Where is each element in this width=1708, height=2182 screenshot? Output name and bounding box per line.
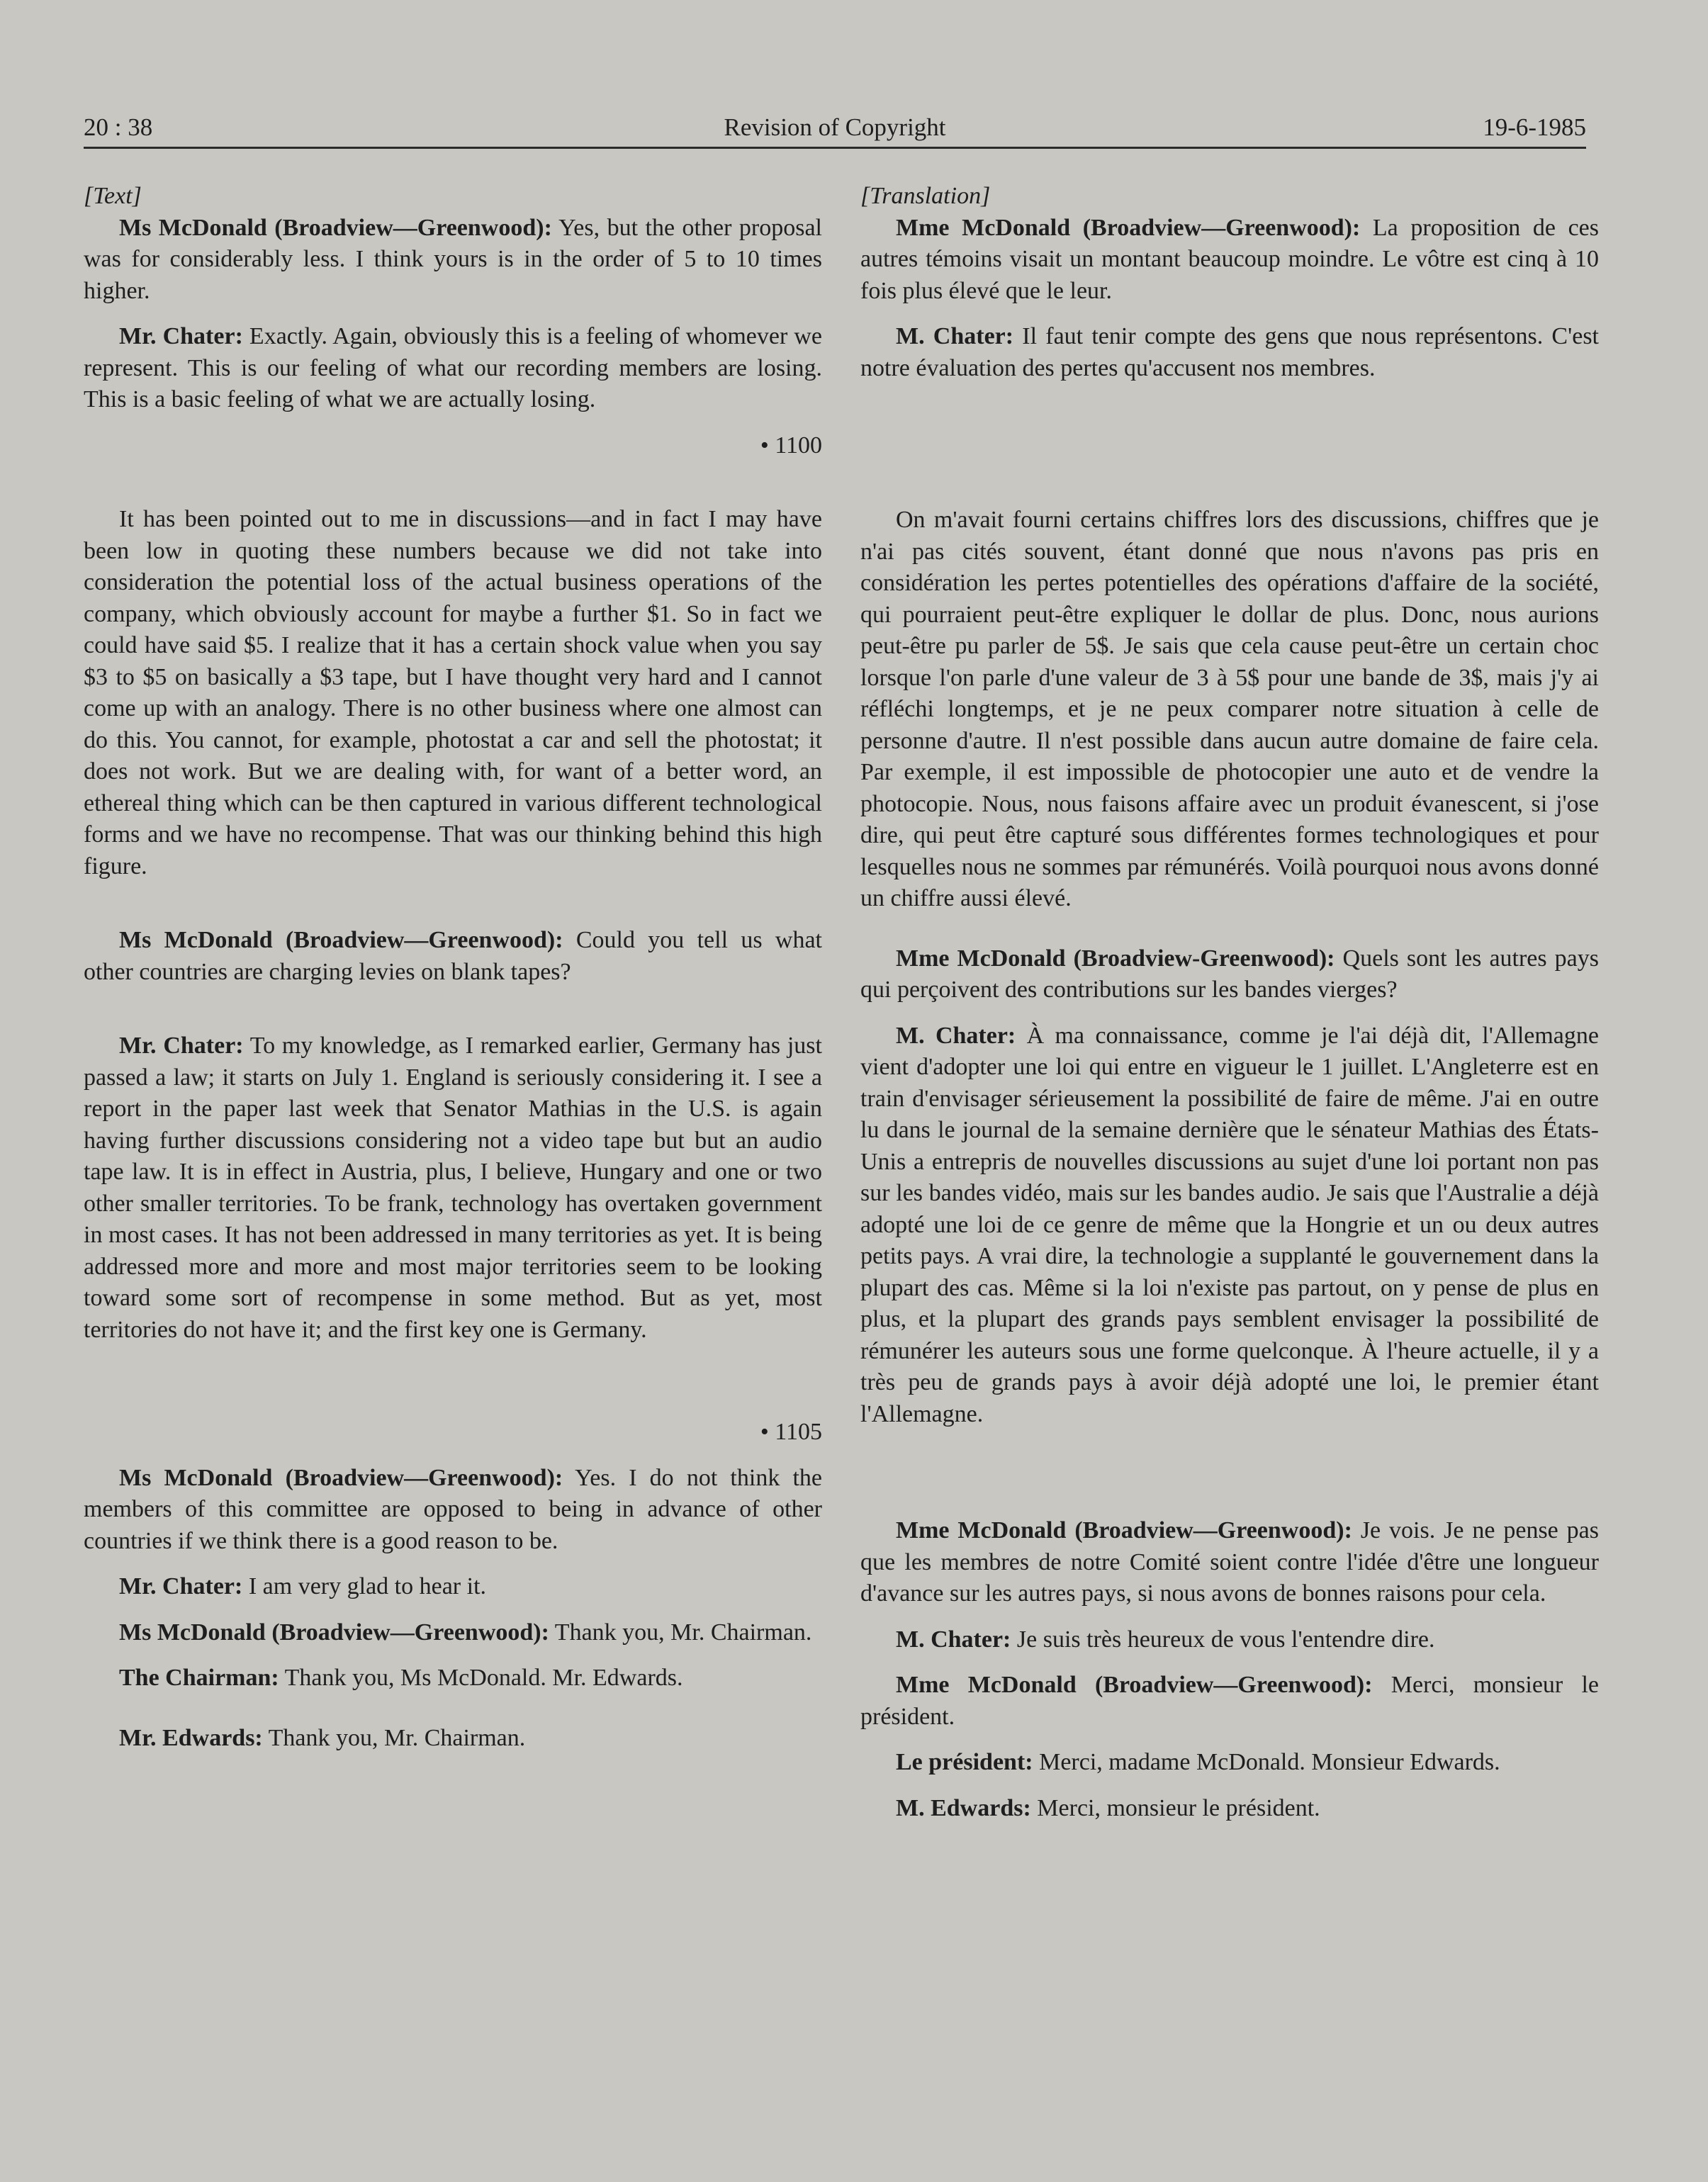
time-marker: • 1105 — [760, 1419, 822, 1445]
paragraph: M. Chater: Il faut tenir compte des gens que nous représentons. C'est notre évaluation des pertes qu'accusent nos membres. — [860, 323, 1599, 381]
paragraph: M. Chater: Je suis très heureux de vous l'entendre dire. — [896, 1626, 1435, 1653]
paragraph: Ms McDonald (Broadview—Greenwood): Yes, but the other proposal was for considerably less. I think yours is in the order of 5 to 10 times higher. — [84, 214, 822, 304]
english-column — [84, 181, 822, 1754]
paragraph: Mr. Chater: To my knowledge, as I remarked earlier, Germany has just passed a law; it starts on July 1. England is seriously considering it. I see a report in the paper last week that Senator Mathias in the U.S. is again having further discussions considering not a video tape but but an audio tape law. It is in effect in Austria, plus, I believe, Hungary and one or two other smaller territories. To be frank, technology has overtaken government in most cases. It has not been addressed in many territories as yet. It is being addressed more and more and most major territories seem to be looking toward some sort of recompense in some method. But as yet, most territories do not have it; and the first key one is Germany. — [84, 1033, 822, 1343]
language-marker: [Translation] — [860, 183, 991, 209]
paragraph: Le président: Merci, madame McDonald. Monsieur Edwards. — [896, 1749, 1500, 1775]
page-number: 20 : 38 — [84, 113, 153, 141]
paragraph: It has been pointed out to me in discussions—and in fact I may have been low in quoting these numbers because we did not take into consideration the potential loss of the actual business operations of the company, which obviously account for maybe a further $1. So in fact we could have said $5. I realize that it has a certain shock value when you say $3 to $5 on basically a $3 tape, but I have thought very hard and I cannot come up with an analogy. There is no other business where one almost can do this. You cannot, for example, photostat a car and sell the photostat; it does not work. But we are dealing with, for want of a better word, an ethereal thing which can be then captured in various different technological forms and we have no recompense. That was our thinking behind this high figure. — [84, 506, 822, 879]
paragraph: Ms McDonald (Broadview—Greenwood): Could you tell us what other countries are charging levies on blank tapes? — [84, 927, 822, 985]
paragraph: M. Edwards: Merci, monsieur le président. — [896, 1794, 1320, 1821]
paragraph: Ms McDonald (Broadview—Greenwood): Yes. I do not think the members of this committee are opposed to being in advance of other countries if we think there is a good reason to be. — [84, 1464, 822, 1554]
paragraph: On m'avait fourni certains chiffres lors des discussions, chiffres que je n'ai pas cités souvent, étant donné que nous n'avons pas pris en considération les pertes potentielles des opérations d'affaire de la société, qui pourraient peut-être expliquer le dollar de plus. Donc, nous aurions peut-être pu parler de 5$. Je sais que cela cause peut-être un certain choc lorsque l'on parle d'une valeur de 3 à 5$ pour une bande de 3$, mais j'y ai réfléchi longtemps, et je ne peux comparer notre situation à celle de personne d'autre. Il n'est possible dans aucun autre domaine de faire cela. Par exemple, il est impossible de photocopier une auto et de vendre la photocopie. Nous, nous faisons affaire avec un produit évanescent, si j'ose dire, qui peut être capturé sous différentes formes technologiques et pour lesquelles nous ne sommes par rémunérés. Voilà pourquoi nous avons donné un chiffre aussi élevé. — [860, 507, 1599, 911]
french-column — [860, 181, 1599, 1824]
page-header — [84, 113, 1586, 149]
header-rule — [84, 147, 1586, 149]
paragraph: Ms McDonald (Broadview—Greenwood): Thank you, Mr. Chairman. — [119, 1619, 812, 1646]
paragraph: Mme McDonald (Broadview-Greenwood): Quels sont les autres pays qui perçoivent des contributions sur les bandes vierges? — [860, 945, 1599, 1003]
paragraph: Mme McDonald (Broadview—Greenwood): Je vois. Je ne pense pas que les membres de notre Comité soient contre l'idée d'être une longueur d'avance sur les autres pays, si nous avons de bonnes raisons pour cela. — [860, 1517, 1599, 1607]
running-title: Revision of Copyright — [724, 113, 946, 141]
paragraph: Mr. Chater: I am very glad to hear it. — [119, 1573, 487, 1599]
language-marker: [Text] — [84, 183, 142, 209]
paragraph: M. Chater: À ma connaissance, comme je l'ai déjà dit, l'Allemagne vient d'adopter une loi qui entre en vigueur le 1 juillet. L'Angleterre est en train d'envisager sérieusement la possibilité de faire de même. J'ai en outre lu dans le journal de la semaine dernière que le sénateur Mathias des États-Unis a entrepris de nouvelles discussions au sujet d'une loi portant non pas sur les bandes vidéo, mais sur les bandes audio. Je sais que l'Australie a déjà adopté une loi de ce genre de même que la Hongrie et un ou deux autres petits pays. A vrai dire, la technologie a supplanté le gouvernement dans la plupart des cas. Même si la loi n'existe pas partout, on y pense de plus en plus, et la plupart des grands pays semblent envisager la possibilité de rémunérer les auteurs sous une forme quelconque. À l'heure actuelle, il y a très peu de grands pays à avoir déjà adopté une loi, le premier étant l'Allemagne. — [860, 1022, 1599, 1427]
paragraph: Mr. Edwards: Thank you, Mr. Chairman. — [119, 1724, 526, 1751]
paragraph: The Chairman: Thank you, Ms McDonald. Mr. Edwards. — [119, 1665, 683, 1691]
paragraph: Mme McDonald (Broadview—Greenwood): La proposition de ces autres témoins visait un montant beaucoup moindre. Le vôtre est cinq à 10 fois plus élevé que le leur. — [860, 214, 1599, 304]
time-marker: • 1100 — [760, 432, 822, 459]
paragraph: Mr. Chater: Exactly. Again, obviously this is a feeling of whomever we represent. This is our feeling of what our recording members are losing. This is a basic feeling of what we are actually losing. — [84, 323, 822, 412]
paragraph: Mme McDonald (Broadview—Greenwood): Merci, monsieur le président. — [860, 1672, 1599, 1730]
header-date: 19-6-1985 — [1483, 113, 1586, 141]
